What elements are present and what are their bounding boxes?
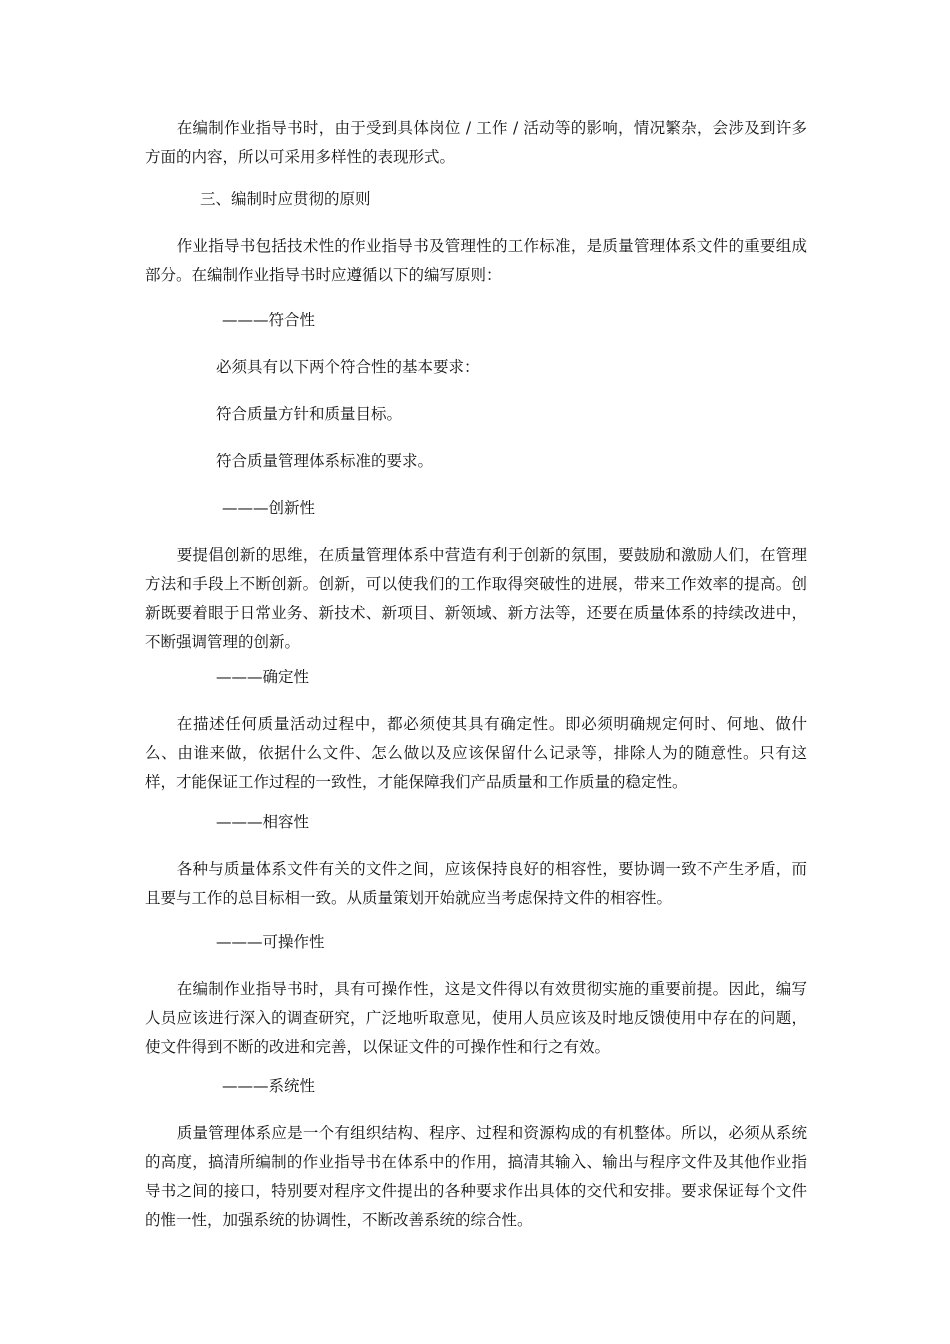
paragraph-operability: 在编制作业指导书时，具有可操作性，这是文件得以有效贯彻实施的重要前提。因此，编写人员应该进行深入的调查研究，广泛地听取意见，使用人员应该及时地反馈使用中存在的问题，使文件得到不断的改进和完善，以保证文件的可操作性和行之有效。 <box>145 980 807 1056</box>
subheading-conformity: ———符合性 <box>222 311 316 329</box>
paragraph-systematic: 质量管理体系应是一个有组织结构、程序、过程和资源构成的有机整体。所以，必须从系统的高度，搞清所编制的作业指导书在体系中的作用，搞清其输入、输出与程序文件及其他作业指导书之间的接口，特别要对程序文件提出的各种要求作出具体的交代和安排。要求保证每个文件的惟一性，加强系统的协调性，不断改善系统的综合性。 <box>145 1124 807 1229</box>
section-heading-principles: 三、编制时应贯彻的原则 <box>200 190 371 208</box>
paragraph-quality-policy: 符合质量方针和质量目标。 <box>216 405 403 423</box>
subheading-compatibility: ———相容性 <box>216 813 310 831</box>
subheading-innovation: ———创新性 <box>222 499 316 517</box>
paragraph-standard-requirements: 符合质量管理体系标准的要求。 <box>216 452 434 470</box>
subheading-operability: ———可操作性 <box>216 933 325 951</box>
paragraph-certainty: 在描述任何质量活动过程中，都必须使其具有确定性。即必须明确规定何时、何地、做什么、由谁来做，依据什么文件、怎么做以及应该保留什么记录等，排除人为的随意性。只有这样，才能保证工作过程的一致性，才能保障我们产品质量和工作质量的稳定性。 <box>145 715 807 791</box>
paragraph-compatibility: 各种与质量体系文件有关的文件之间，应该保持良好的相容性，要协调一致不产生矛盾，而且要与工作的总目标相一致。从质量策划开始就应当考虑保持文件的相容性。 <box>145 860 807 907</box>
paragraph-intro: 在编制作业指导书时，由于受到具体岗位 / 工作 / 活动等的影响，情况繁杂，会涉及到许多方面的内容，所以可采用多样性的表现形式。 <box>145 119 807 166</box>
subheading-systematic: ———系统性 <box>222 1077 316 1095</box>
subheading-certainty: ———确定性 <box>216 668 310 686</box>
paragraph-innovation: 要提倡创新的思维，在质量管理体系中营造有利于创新的氛围，要鼓励和激励人们，在管理方法和手段上不断创新。创新，可以使我们的工作取得突破性的进展，带来工作效率的提高。创新既要着眼于日常业务、新技术、新项目、新领域、新方法等，还要在质量体系的持续改进中，不断强调管理的创新。 <box>145 546 807 651</box>
paragraph-principles-intro: 作业指导书包括技术性的作业指导书及管理性的工作标准，是质量管理体系文件的重要组成部分。在编制作业指导书时应遵循以下的编写原则： <box>145 237 807 284</box>
paragraph-conformity-requirements: 必须具有以下两个符合性的基本要求： <box>216 358 480 376</box>
